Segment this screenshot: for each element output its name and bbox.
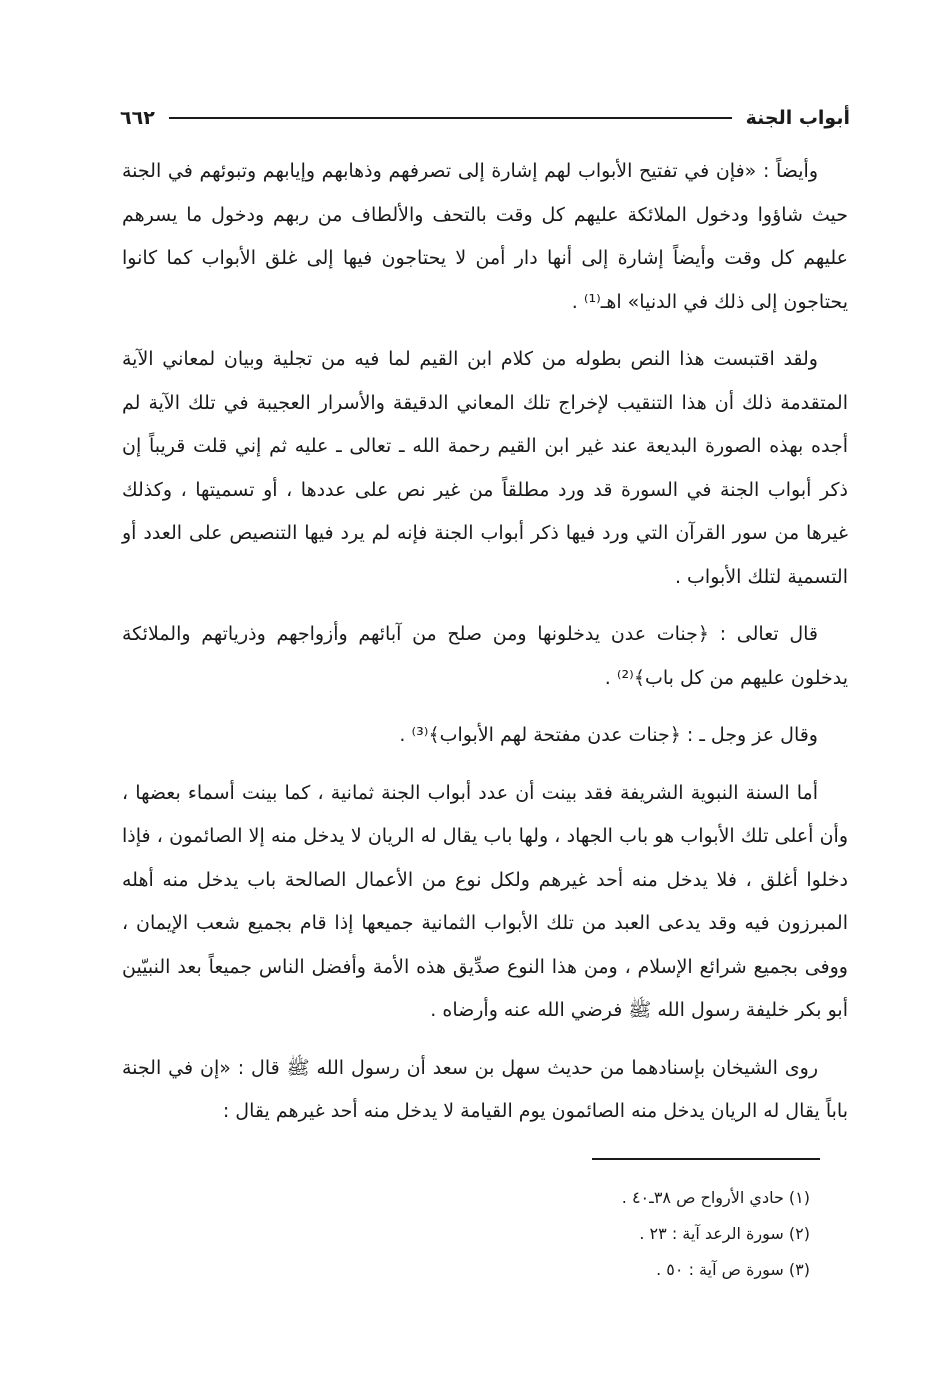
footnote-1: (١) حادي الأرواح ص ٣٨ـ٤٠ . [621,1188,810,1207]
paragraph-3: قال تعالى : ﴿جنات عدن يدخلونها ومن صلح من آبائهم وأزواجهم وذرياتهم والملائكة يدخلون عليهم من كل باب﴾⁽²⁾ . [122,623,848,689]
main-text [122,150,848,1148]
paragraph-1: وأيضاً : «فإن في تفتيح الأبواب لهم إشارة إلى تصرفهم وذهابهم وإيابهم وتبوئهم في الجنة حيث شاؤوا ودخول الملائكة عليهم كل وقت بالتحف والألطاف من ربهم ودخول ما يسرهم عليهم كل وقت وأيضاً إشارة إلى أنها دار أمن لا يحتاجون فيها إلى غلق الأبواب كما كانوا يحتاجون إلى ذلك في الدنيا» اهـ⁽¹⁾ . [122,160,848,313]
footnote-3: (٣) سورة ص آية : ٥٠ . [656,1260,810,1279]
paragraph-5: أما السنة النبوية الشريفة فقد بينت أن عدد أبواب الجنة ثمانية ، كما بينت أسماء بعضها ، وأن أعلى تلك الأبواب هو باب الجهاد ، ولها باب يقال له الريان لا يدخل منه إلا الصائمون ، فإذا دخلوا أغلق ، فلا يدخل منه أحد غيرهم ولكل نوع من الأعمال الصالحة باب يدخل منه أهله المبرزون فيه وقد يدعى العبد من تلك الأبواب الثمانية جميعها إذا قام بجميع شعب الإيمان ، ووفى بجميع شرائع الإسلام ، ومن هذا النوع صدِّيق هذه الأمة وأفضل الناس جميعاً بعد النبيّين أبو بكر خليفة رسول الله ﷺ فرضي الله عنه وأرضاه . [122,781,848,1021]
header-rule [169,117,732,119]
footnotes [210,1180,810,1288]
paragraph-2: ولقد اقتبست هذا النص بطوله من كلام ابن القيم لما فيه من تجلية وبيان لمعاني الآية المتقدمة ذلك أن هذا التنقيب لإخراج تلك المعاني الدقيقة والأسرار العجيبة في تلك الآية لم أجده بهذه الصورة البديعة عند غير ابن القيم رحمة الله ـ تعالى ـ عليه ثم إني قلت قريباً إن ذكر أبواب الجنة في السورة قد ورد مطلقاً من غير نص على عددها ، أو تسميتها ، وكذلك غيرها من سور القرآن التي ورد فيها ذكر أبواب الجنة فإنه لم يرد فيها التنصيص على العدد أو التسمية لتلك الأبواب . [122,348,848,588]
footnote-separator [592,1158,820,1160]
running-header [120,98,850,138]
footnote-2: (٢) سورة الرعد آية : ٢٣ . [639,1224,810,1243]
paragraph-6: روى الشيخان بإسنادهما من حديث سهل بن سعد أن رسول الله ﷺ قال : «إن في الجنة باباً يقال له الريان يدخل منه الصائمون يوم القيامة لا يدخل منه أحد غيرهم يقال : [122,1056,848,1122]
page-number: ٦٦٢ [120,107,155,129]
paragraph-4: وقال عز وجل ـ : ﴿جنات عدن مفتحة لهم الأبواب﴾⁽³⁾ . [399,724,818,746]
chapter-title: أبواب الجنة [745,107,850,129]
